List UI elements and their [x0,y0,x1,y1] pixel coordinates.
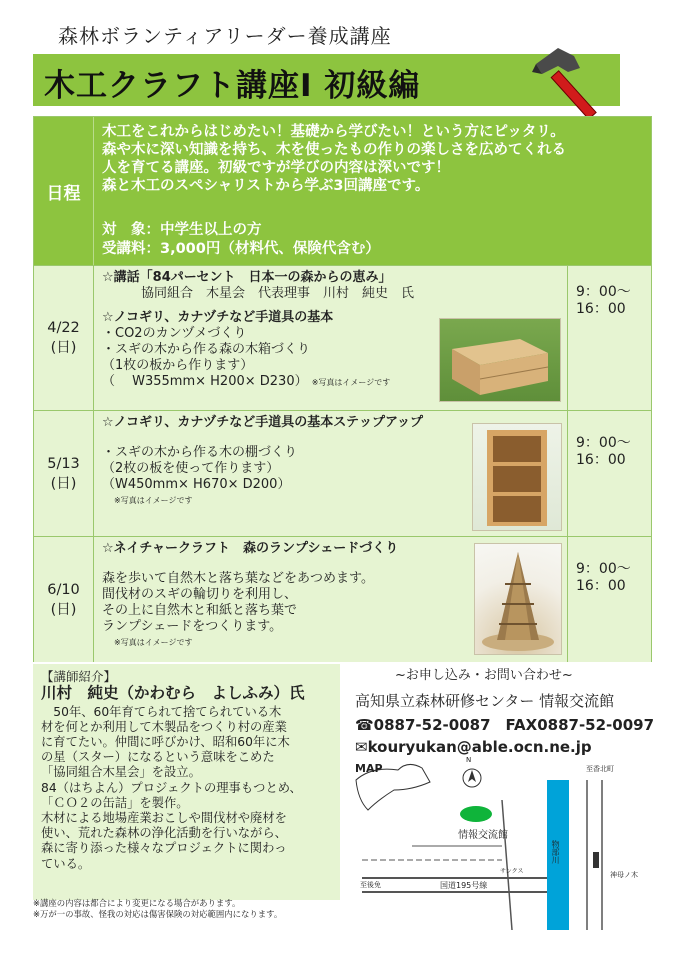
bio-line: 「ＣＯ２の缶詰」を製作。 [41,795,189,810]
instructor-name: 川村 純史（かわむら よしふみ）氏 [41,684,305,703]
wooden-shelf-photo [472,423,562,531]
session-date [34,537,94,662]
map-label-mamegai: 至後免 [360,881,381,889]
session-line: （1枚の板から作ります） [102,358,254,373]
target-line: 対 象：中学生以上の方 [102,222,262,238]
day-text: (日) [50,475,77,492]
session-line: ランプシェードをつくります。 [102,619,283,634]
bio-line: ている。 [41,856,91,871]
date-text: 6/10 [47,581,80,598]
instructor-section [33,664,340,900]
day-text: (日) [50,340,77,356]
footnote: ※講座の内容は都合により変更になる場合があります。 [33,898,241,908]
time-start: 9：00～ [576,435,631,451]
fee-line: 受講料：3,000円（材料代、保険代含む） [102,241,380,257]
session-line: 森を歩いて自然木と落ち葉などをあつめます。 [102,571,374,586]
bio-line: 84（はちよん）プロジェクトの理事もつとめ、 [41,780,302,795]
time-end: 16：00 [576,578,626,594]
schedule-table [33,116,652,662]
intro-text [102,123,647,195]
bio-line: 使い、荒れた森林の浄化活動を行いながら、 [41,826,287,841]
contact-email[interactable]: ✉kouryukan@able.ocn.ne.jp [355,738,592,756]
session-line: 協同組合 木星会 代表理事 川村 純史 氏 [102,286,415,301]
contact-heading: ~お申し込み・お問い合わせ~ [395,668,573,683]
bio-line: に育てたい。仲間に呼びかけ、昭和60年に木 [41,735,290,749]
session-line: その上に自然木と和紙と落ち葉で [102,603,298,618]
overview-label: 日程 [34,117,94,265]
footnotes [33,898,282,920]
super-title: 森林ボランティアリーダー養成講座 [58,24,392,48]
time-end: 16：00 [576,452,626,468]
map-label-north: N [466,756,472,764]
session-line: ・CO2のカンヅメづくり [102,326,247,341]
instructor-label: 【講師紹介】 [41,669,117,684]
intro-line: 森と木工のスペシャリストから学ぶ3回講座です。 [102,178,430,194]
wooden-box-photo [439,318,561,402]
date-text: 5/13 [47,455,80,472]
size-text: （ W355mm× H200× D230） [102,374,308,389]
map-label-river: 物部川 [551,840,560,864]
spacer [102,302,562,310]
map-label-kouryukan: 情報交流館 [458,830,508,841]
bio-line: 木材による地場産業おこしや間伐材や廃材を [41,811,287,826]
time-end: 16：00 [576,301,626,317]
intro-line: 森や木に深い知識を持ち、木を使ったもの作りの楽しさを広めてくれる [102,142,566,158]
session-heading: ☆講話「84パーセント 日本一の森からの恵み」 [102,270,392,285]
session-line: 間伐材のスギの輪切りを利用し、 [102,587,298,602]
bio-line: の星（スター）になるという意味をこめた [41,750,275,765]
intro-line: 木工をこれからはじめたい！基礎から学びたい！という方にピッタリ。 [102,124,565,140]
map-label-route: 国道195号線 [440,881,488,890]
bio-line: 森に寄り添った様々なプロジェクトに関わっ [41,841,287,856]
session-row [34,265,651,410]
bio-line: 50年、60年育てられて捨てられている木 [41,704,282,719]
time-start: 9：00～ [576,284,631,300]
map-label-kotohoku: 至香北町 [586,765,614,773]
photo-note: ※写真はイメージです [311,378,391,387]
map-label-kamiaboshi: 神母ノ木 [610,871,638,879]
contact-phone-fax: ☎0887-52-0087 FAX0887-52-0097 [355,716,655,734]
time-start: 9：00～ [576,561,631,577]
intro-line: 人を育てる講座。初級ですが学びの内容は深いです！ [102,160,450,176]
bio-line: 材を何とか利用して木製品をつくり村の産業 [41,719,287,734]
target-info [102,221,380,259]
session-time [567,411,651,536]
date-text: 4/22 [47,320,80,336]
page-title: 木工クラフト講座Ⅰ 初級編 [44,68,421,104]
session-date [34,266,94,410]
session-heading: ☆ノコギリ、カナヅチなど手道具の基本ステップアップ [102,415,424,430]
session-heading: ☆ネイチャークラフト 森のランプシェードづくり [102,541,399,556]
session-line: （2枚の板を使って作ります） [102,461,280,476]
lampshade-photo [474,543,562,655]
session-time [567,266,651,410]
session-heading: ☆ノコギリ、カナヅチなど手道具の基本 [102,310,334,325]
session-row [34,536,651,662]
session-date [34,411,94,536]
day-text: (日) [50,601,77,618]
session-time [567,537,651,662]
session-line: ・スギの木から作る森の木箱づくり [102,342,311,357]
bio-line: 「協同組合木星会」を設立。 [41,765,201,780]
access-map [352,760,652,930]
overview-row [34,117,651,265]
map-label-suntory: サンクス [500,868,524,875]
hammer-icon [528,42,618,122]
photo-note: ※写真はイメージです [114,496,193,505]
map-title: MAP [355,762,383,775]
session-line: （W450mm× H670× D200） [102,477,291,492]
footnote: ※万が一の事故、怪我の対応は傷害保険の対応範囲内になります。 [33,909,283,919]
contact-org: 高知県立森林研修センター 情報交流館 [355,692,615,710]
session-row [34,410,651,536]
instructor-bio [41,705,332,872]
photo-note: ※写真はイメージです [114,638,193,647]
session-line: ・スギの木から作る木の棚づくり [102,445,298,460]
